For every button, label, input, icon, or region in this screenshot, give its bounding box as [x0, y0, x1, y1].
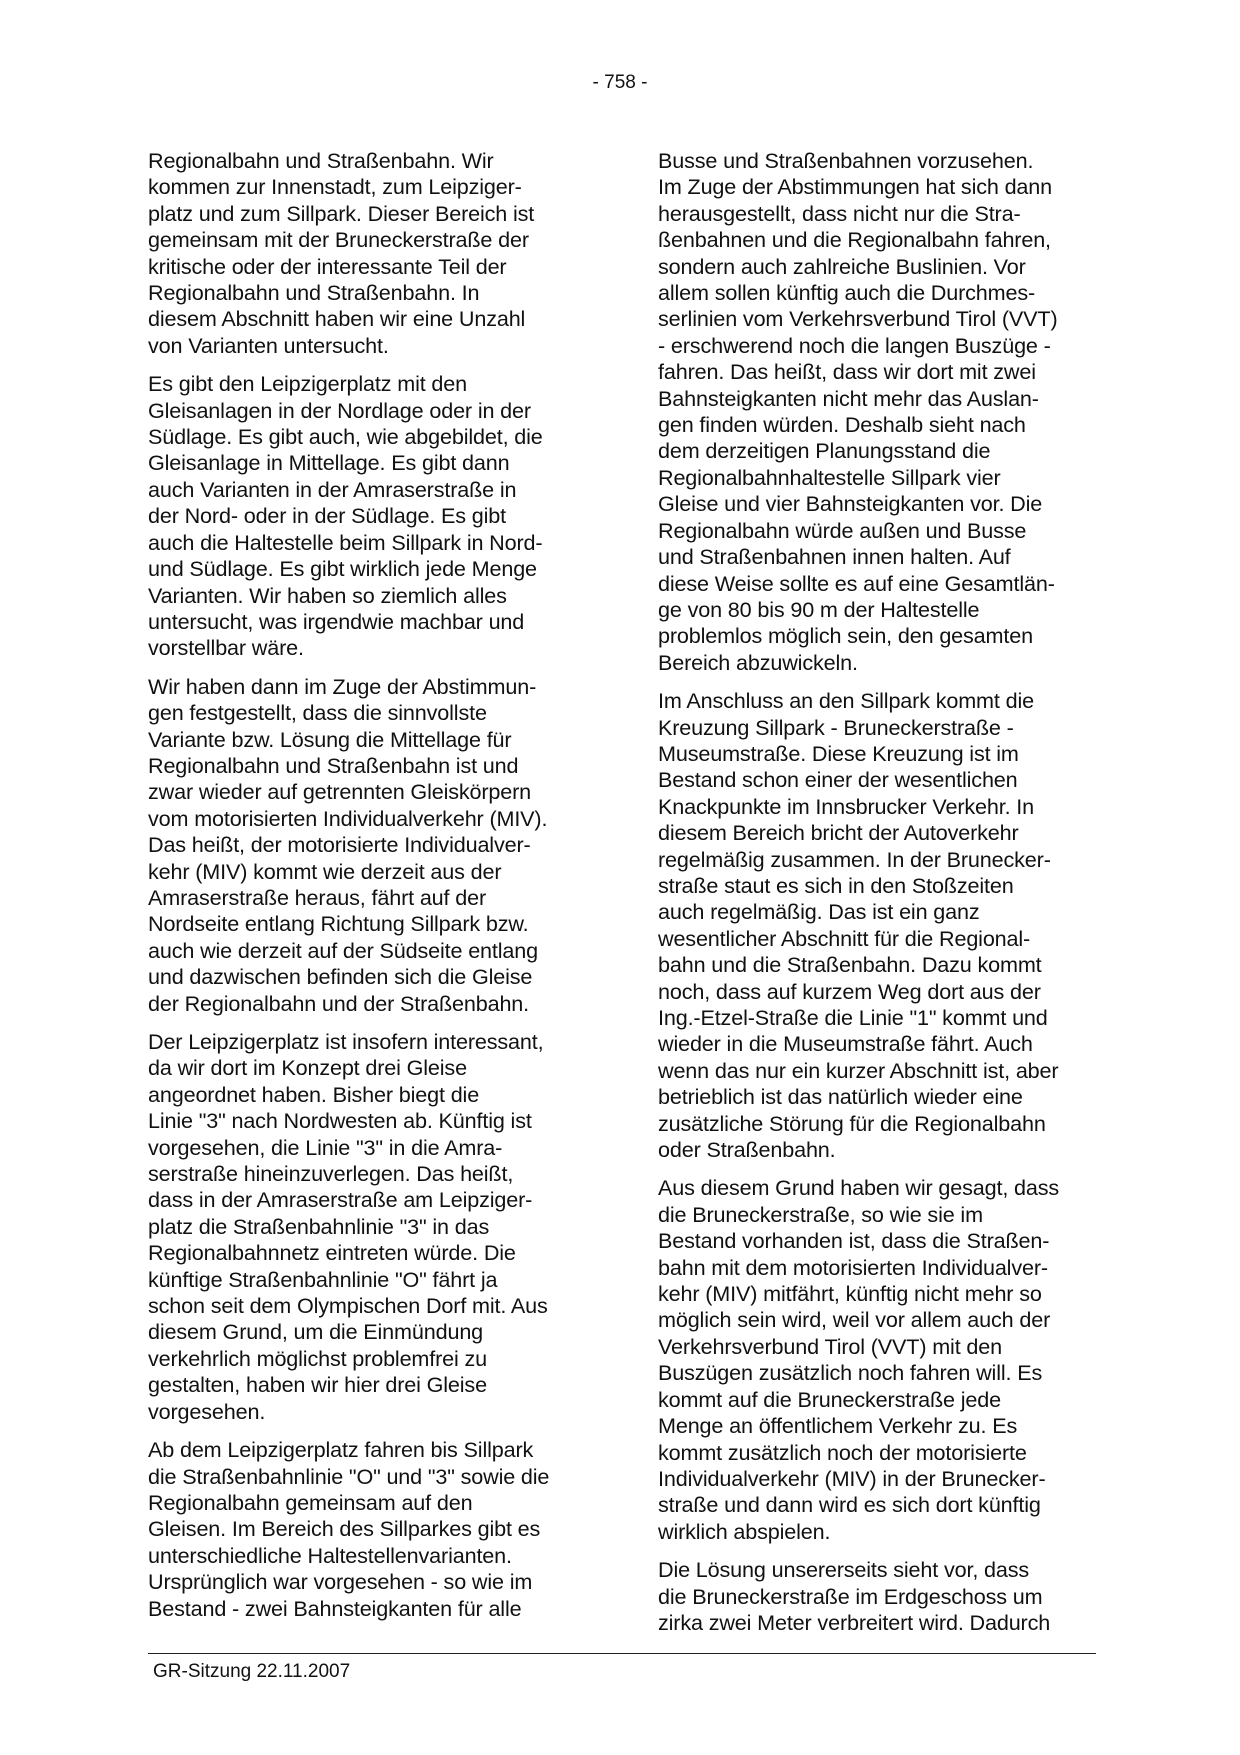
- page-number: - 758 -: [592, 72, 648, 93]
- left-column: [148, 148, 588, 1634]
- right-column: [658, 148, 1103, 1648]
- paragraph: Aus diesem Grund haben wir gesagt, dass die Bruneckerstraße, so wie sie im Bestand vorhanden ist, dass die Straßen- bahn mit dem motorisierten Individualver- kehr (MIV) mitfährt, künftig nicht mehr so möglich sein wird, weil vor allem auch der Verkehrsverbund Tirol (VVT) mit den Buszügen zusätzlich noch fahren will. Es kommt auf die Bruneckerstraße jede Menge an öffentlichem Verkehr zu. Es kommt zusätzlich noch der motorisierte Individualverkehr (MIV) in der Brunecker- straße und dann wird es sich dort künftig wirklich abspielen.: [658, 1175, 1060, 1544]
- paragraph: Der Leipzigerplatz ist insofern interessant, da wir dort im Konzept drei Gleise angeordnet haben. Bisher biegt die Linie "3" nach Nordwesten ab. Künftig ist vorgesehen, die Linie "3" in die Amra- serstraße hineinzuverlegen. Das heißt, dass in der Amraserstraße am Leipziger- platz die Straßenbahnlinie "3" in das Regionalbahnnetz eintreten würde. Die künftige Straßenbahnlinie "O" fährt ja schon seit dem Olympischen Dorf mit. Aus diesem Grund, um die Einmündung verkehrlich möglichst problemfrei zu gestalten, haben wir hier drei Gleise vorgesehen.: [148, 1029, 548, 1424]
- paragraph: Im Anschluss an den Sillpark kommt die Kreuzung Sillpark - Bruneckerstraße - Museumstraße. Diese Kreuzung ist im Bestand schon einer der wesentlichen Knackpunkte im Innsbrucker Verkehr. In diesem Bereich bricht der Autoverkehr regelmäßig zusammen. In der Brunecker- straße staut es sich in den Stoßzeiten auch regelmäßig. Das ist ein ganz wesentlicher Abschnitt für die Regional- bahn und die Straßenbahn. Dazu kommt noch, dass auf kurzem Weg dort aus der Ing.-Etzel-Straße die Linie "1" kommt und wieder in die Museumstraße fährt. Auch wenn das nur ein kurzer Abschnitt ist, aber betrieblich ist das natürlich wieder eine zusätzliche Störung für die Regionalbahn oder Straßenbahn.: [658, 688, 1059, 1163]
- paragraph: Es gibt den Leipzigerplatz mit den Gleisanlagen in der Nordlage oder in der Südlage. Es gibt auch, wie abgebildet, die Gleisanlage in Mittellage. Es gibt dann auch Varianten in der Amraserstraße in der Nord- oder in der Südlage. Es gibt auch die Haltestelle beim Sillpark in Nord- und Südlage. Es gibt wirklich jede Menge Varianten. Wir haben so ziemlich alles untersucht, was irgendwie machbar und vorstellbar wäre.: [148, 371, 543, 661]
- paragraph: Wir haben dann im Zuge der Abstimmun- gen festgestellt, dass die sinnvollste Variante bzw. Lösung die Mittellage für Regionalbahn und Straßenbahn ist und zwar wieder auf getrennten Gleiskörpern vom motorisierten Individualverkehr (MIV). Das heißt, der motorisierte Individualver- kehr (MIV) kommt wie derzeit aus der Amraserstraße heraus, fährt auf der Nordseite entlang Richtung Sillpark bzw. auch wie derzeit auf der Südseite entlang und dazwischen befinden sich die Gleise der Regionalbahn und der Straßenbahn.: [148, 673, 548, 1016]
- paragraph: Ab dem Leipzigerplatz fahren bis Sillpark die Straßenbahnlinie "O" und "3" sowie die Regionalbahn gemeinsam auf den Gleisen. Im Bereich des Sillparkes gibt es unterschiedliche Haltestellenvarianten. Ursprünglich war vorgesehen - so wie im Bestand - zwei Bahnsteigkanten für alle: [148, 1437, 550, 1621]
- footer-text: GR-Sitzung 22.11.2007: [153, 1661, 351, 1682]
- paragraph: Die Lösung unsererseits sieht vor, dass die Bruneckerstraße im Erdgeschoss um zirka zwei Meter verbreitert wird. Dadurch: [658, 1557, 1051, 1635]
- paragraph: Busse und Straßenbahnen vorzusehen. Im Zuge der Abstimmungen hat sich dann herausgestellt, dass nicht nur die Stra- ßenbahnen und die Regionalbahn fahren, sondern auch zahlreiche Buslinien. Vor allem sollen künftig auch die Durchmes- serlinien vom Verkehrsverbund Tirol (VVT) - erschwerend noch die langen Buszüge - fahren. Das heißt, dass wir dort mit zwei Bahnsteigkanten nicht mehr das Auslan- gen finden würden. Deshalb sieht nach dem derzeitigen Planungsstand die Regionalbahnhaltestelle Sillpark vier Gleise und vier Bahnsteigkanten vor. Die Regionalbahn würde außen und Busse und Straßenbahnen innen halten. Auf diese Weise sollte es auf eine Gesamtlän- ge von 80 bis 90 m der Haltestelle problemlos möglich sein, den gesamten Bereich abzuwickeln.: [658, 148, 1058, 675]
- footer-divider: [148, 1653, 1096, 1654]
- paragraph: Regionalbahn und Straßenbahn. Wir kommen zur Innenstadt, zum Leipziger- platz und zum Sillpark. Dieser Bereich ist gemeinsam mit der Bruneckerstraße der kritische oder der interessante Teil der Regionalbahn und Straßenbahn. In diesem Abschnitt haben wir eine Unzahl von Varianten untersucht.: [148, 148, 535, 358]
